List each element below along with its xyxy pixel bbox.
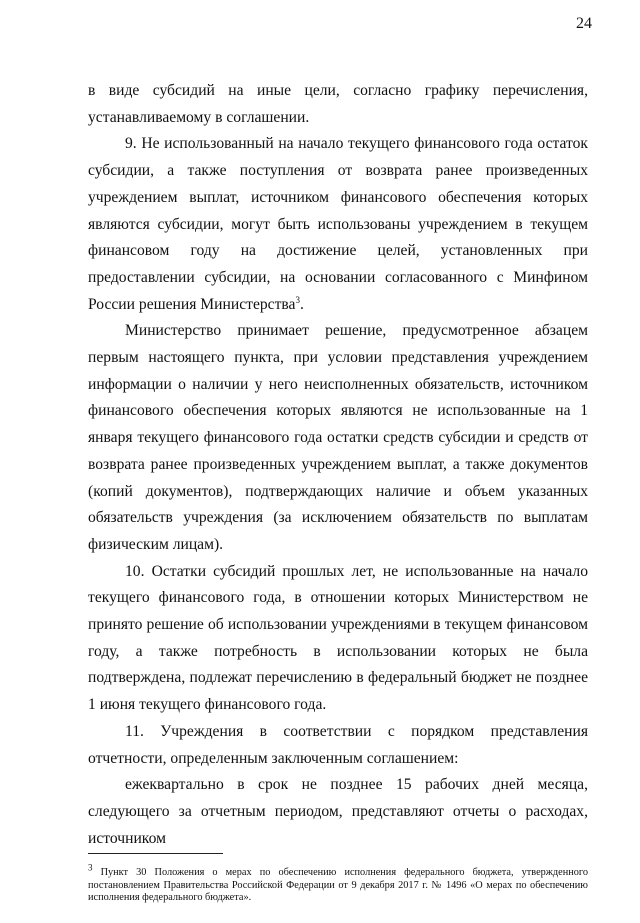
- page-number: 24: [576, 15, 592, 32]
- paragraph-9-end: .: [299, 295, 304, 313]
- paragraph-continuation: в виде субсидий на иные цели, согласно графику перечисления, устанавливаемому в соглашении.: [88, 82, 588, 126]
- footnote-text: Пункт 30 Положения о мерах по обеспечению исполнения федерального бюджета, утвержденного постановлением Правительства Российской Федерации от 9 декабря 2017 г. № 1496 «О мерах по обеспечению исполнения федерального бюджета».: [88, 867, 588, 903]
- paragraph-9-text: 9. Не использованный на начало текущего финансового года остаток субсидии, а также поступления от возврата ранее произведенных учреждением выплат, источником финансового обеспечения которых являются субсидии, могут быть использованы учреждением в текущем финансовом году на достижение целей, установленных при предоставлении субсидии, на основании согласованного с Минфином России решения Министерства: [88, 135, 588, 313]
- footnote: [88, 862, 588, 904]
- footnote-marker: 3: [88, 862, 93, 873]
- footnote-divider: [88, 853, 223, 854]
- paragraph-ministry-decision: Министерство принимает решение, предусмотренное абзацем первым настоящего пункта, при условии представления учреждением информации о наличии у него неисполненных обязательств, источником финансового обеспечения которых являются не использованные на 1 января текущего финансового года остатки средств субсидии и средств от возврата ранее произведенных учреждением выплат, а также документов (копий документов), подтверждающих наличие и объем указанных обязательств учреждения (за исключением обязательств по выплатам физическим лицам).: [88, 322, 588, 553]
- footnote-reference: 3: [295, 294, 300, 305]
- paragraph-11: 11. Учреждения в соответствии с порядком представления отчетности, определенным заключенным соглашением:: [88, 722, 588, 767]
- body-text: [88, 78, 588, 852]
- paragraph-9: [88, 131, 588, 318]
- paragraph-10: 10. Остатки субсидий прошлых лет, не использованные на начало текущего финансового года, в отношении которых Министерством не принято решение об использовании учреждениями в текущем финансовом году, а также потребность в использовании которых не была подтверждена, подлежат перечислению в федеральный бюджет не позднее 1 июня текущего финансового года.: [88, 562, 588, 714]
- paragraph-quarterly: ежеквартально в срок не позднее 15 рабочих дней месяца, следующего за отчетным периодом, представляют отчеты о расходах, источником: [88, 776, 588, 847]
